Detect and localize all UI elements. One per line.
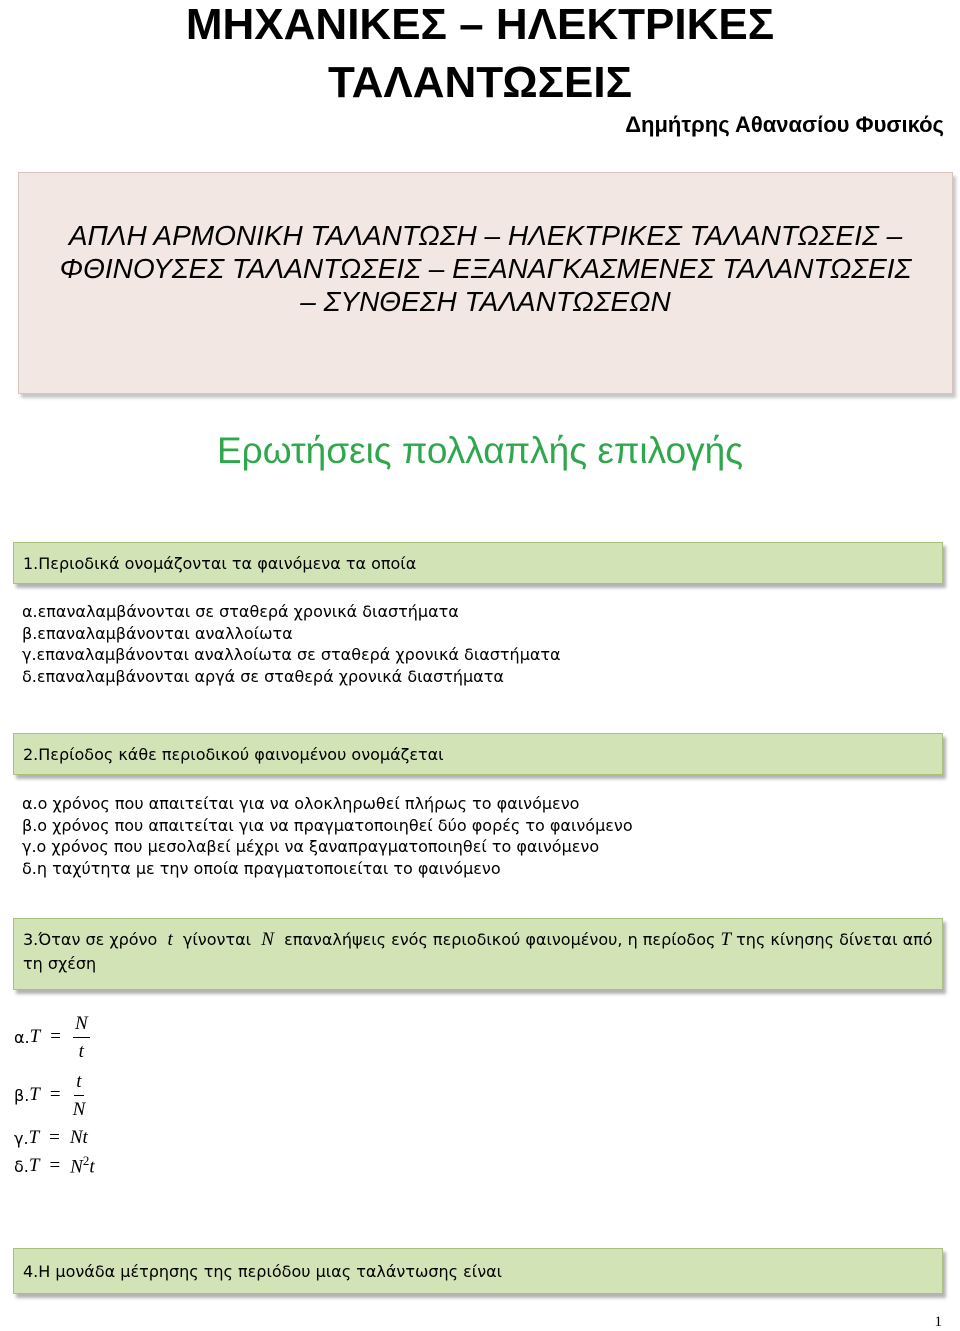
- topic-line-2: ΦΘΙΝΟΥΣΕΣ ΤΑΛΑΝΤΩΣΕΙΣ – ΕΞΑΝΑΓΚΑΣΜΕΝΕΣ ΤΑΛΑΝΤΩΣΕΙΣ: [59, 252, 912, 284]
- question-3-option-b: [14, 1066, 95, 1124]
- question-2-box: [13, 733, 943, 775]
- topic-line-3: – ΣΥΝΘΕΣΗ ΤΑΛΑΝΤΩΣΕΩΝ: [300, 285, 671, 317]
- topic-box: [18, 172, 953, 394]
- section-heading: Ερωτήσεις πολλαπλής επιλογής: [216, 430, 744, 471]
- question-2-option-d: δ.η ταχύτητα με την οποία πραγματοποιείται το φαινόμενο: [22, 858, 501, 878]
- option-lhs: T: [28, 1155, 40, 1176]
- q3-text-part-4: της κίνησης δίνεται από τη σχέση: [23, 930, 933, 973]
- fraction-denominator: N: [72, 1098, 86, 1120]
- option-label: β.: [14, 1085, 30, 1105]
- q3-text-part-3: επαναλήψεις ενός περιοδικού φαινομένου, η περίοδος: [284, 930, 716, 949]
- question-1-box: [13, 542, 943, 584]
- topic-text: [60, 219, 912, 318]
- equals-sign: =: [49, 1084, 61, 1105]
- question-3-option-c: [14, 1124, 95, 1152]
- question-3-option-a: [14, 1008, 95, 1066]
- question-4-box: [13, 1248, 943, 1294]
- q3-text-part-1: 3.Όταν σε χρόνο: [23, 930, 158, 949]
- document-title: [0, 0, 960, 112]
- q3-text-part-2: γίνονται: [182, 930, 252, 949]
- author-name: Δημήτρης Αθανασίου Φυσικός: [625, 112, 944, 137]
- option-rhs: Nt: [69, 1127, 88, 1148]
- fraction: [73, 1070, 86, 1121]
- title-line-2: ΤΑΛΑΝΤΩΣΕΙΣ: [327, 58, 633, 107]
- q3-var-t: t: [167, 929, 173, 950]
- question-1-option-b: β.επαναλαμβάνονται αναλλοίωτα: [22, 623, 293, 643]
- question-4-text: 4.Η μονάδα μέτρησης της περιόδου μιας ταλάντωσης είναι: [23, 1262, 503, 1281]
- fraction-numerator: t: [74, 1070, 83, 1096]
- fraction-denominator: t: [78, 1040, 84, 1062]
- rhs-base: N: [70, 1156, 83, 1178]
- question-1-text: 1.Περιοδικά ονομάζονται τα φαινόμενα τα οποία: [23, 554, 417, 573]
- question-3-box: [13, 918, 943, 990]
- question-2-options: [22, 793, 633, 879]
- equals-sign: =: [49, 1127, 60, 1148]
- option-label: δ.: [14, 1156, 29, 1176]
- q3-var-t-upper: T: [720, 929, 732, 950]
- question-2-text: 2.Περίοδος κάθε περιοδικού φαινομένου ονομάζεται: [23, 745, 444, 764]
- question-1-option-c: γ.επαναλαμβάνονται αναλλοίωτα σε σταθερά χρονικά διαστήματα: [22, 645, 561, 664]
- equals-sign: =: [49, 1155, 61, 1176]
- option-lhs: T: [28, 1127, 40, 1148]
- title-line-1: ΜΗΧΑΝΙΚΕΣ – ΗΛΕΚΤΡΙΚΕΣ: [185, 0, 775, 49]
- topic-line-1: ΑΠΛΗ ΑΡΜΟΝΙΚΗ ΤΑΛΑΝΤΩΣΗ – ΗΛΕΚΤΡΙΚΕΣ ΤΑΛΑΝΤΩΣΕΙΣ –: [68, 219, 903, 251]
- q3-var-n: N: [261, 929, 274, 950]
- fraction-numerator: N: [73, 1012, 90, 1038]
- question-3-text: [23, 930, 933, 973]
- option-label: γ.: [14, 1128, 29, 1148]
- option-lhs: T: [29, 1084, 40, 1105]
- question-1-option-a: α.επαναλαμβάνονται σε σταθερά χρονικά διαστήματα: [22, 602, 459, 621]
- question-1-option-d: δ.επαναλαμβάνονται αργά σε σταθερά χρονικά διαστήματα: [22, 666, 504, 686]
- rhs-tail: t: [89, 1156, 95, 1178]
- question-2-option-a: α.ο χρόνος που απαιτείται για να ολοκληρωθεί πλήρως το φαινόμενο: [22, 794, 580, 813]
- question-2-option-b: β.ο χρόνος που απαιτείται για να πραγματοποιηθεί δύο φορές το φαινόμενο: [22, 815, 633, 835]
- fraction: [73, 1012, 90, 1063]
- page-number: 1: [934, 1314, 942, 1330]
- equals-sign: =: [50, 1026, 61, 1047]
- question-2-option-c: γ.ο χρόνος που μεσολαβεί μέχρι να ξαναπραγματοποιηθεί το φαινόμενο: [22, 837, 600, 856]
- option-lhs: T: [29, 1026, 41, 1047]
- option-rhs: [70, 1153, 94, 1178]
- question-3-option-d: [14, 1152, 95, 1180]
- option-label: α.: [14, 1027, 30, 1047]
- question-1-options: [22, 601, 561, 687]
- rhs-exponent: 2: [82, 1153, 90, 1169]
- question-3-options: [14, 1008, 95, 1180]
